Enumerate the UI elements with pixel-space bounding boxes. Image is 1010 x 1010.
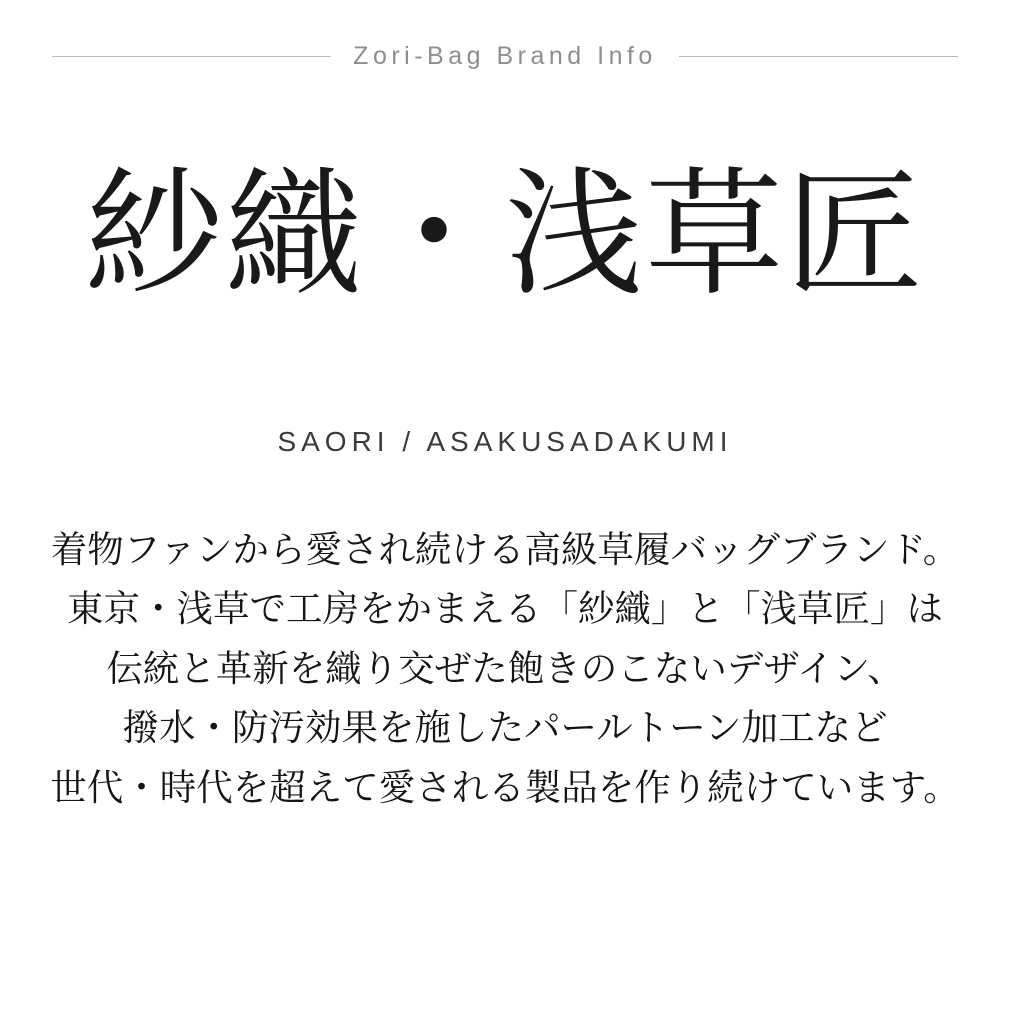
- eyebrow-label: Zori-Bag Brand Info: [353, 42, 657, 70]
- description-line: 撥水・防汚効果を施したパールトーン加工など: [122, 706, 888, 750]
- brand-name-japanese: 紗織・浅草匠: [84, 154, 925, 315]
- divider-line-left: [52, 56, 331, 57]
- description-line: 東京・浅草で工房をかまえる「紗織」と「浅草匠」は: [67, 587, 943, 631]
- description-line: 世代・時代を超えて愛される製品を作り続けています。: [50, 765, 960, 809]
- brand-description: [0, 520, 1010, 817]
- eyebrow-header: [0, 42, 1010, 71]
- description-line: 伝統と革新を織り交ぜた飽きのこないデザイン、: [106, 646, 904, 690]
- brand-name-romaji: SAORI / ASAKUSADAKUMI: [277, 425, 733, 457]
- description-line: 着物ファンから愛され続ける高級草履バッグブランド。: [50, 527, 960, 571]
- divider-line-right: [679, 56, 958, 57]
